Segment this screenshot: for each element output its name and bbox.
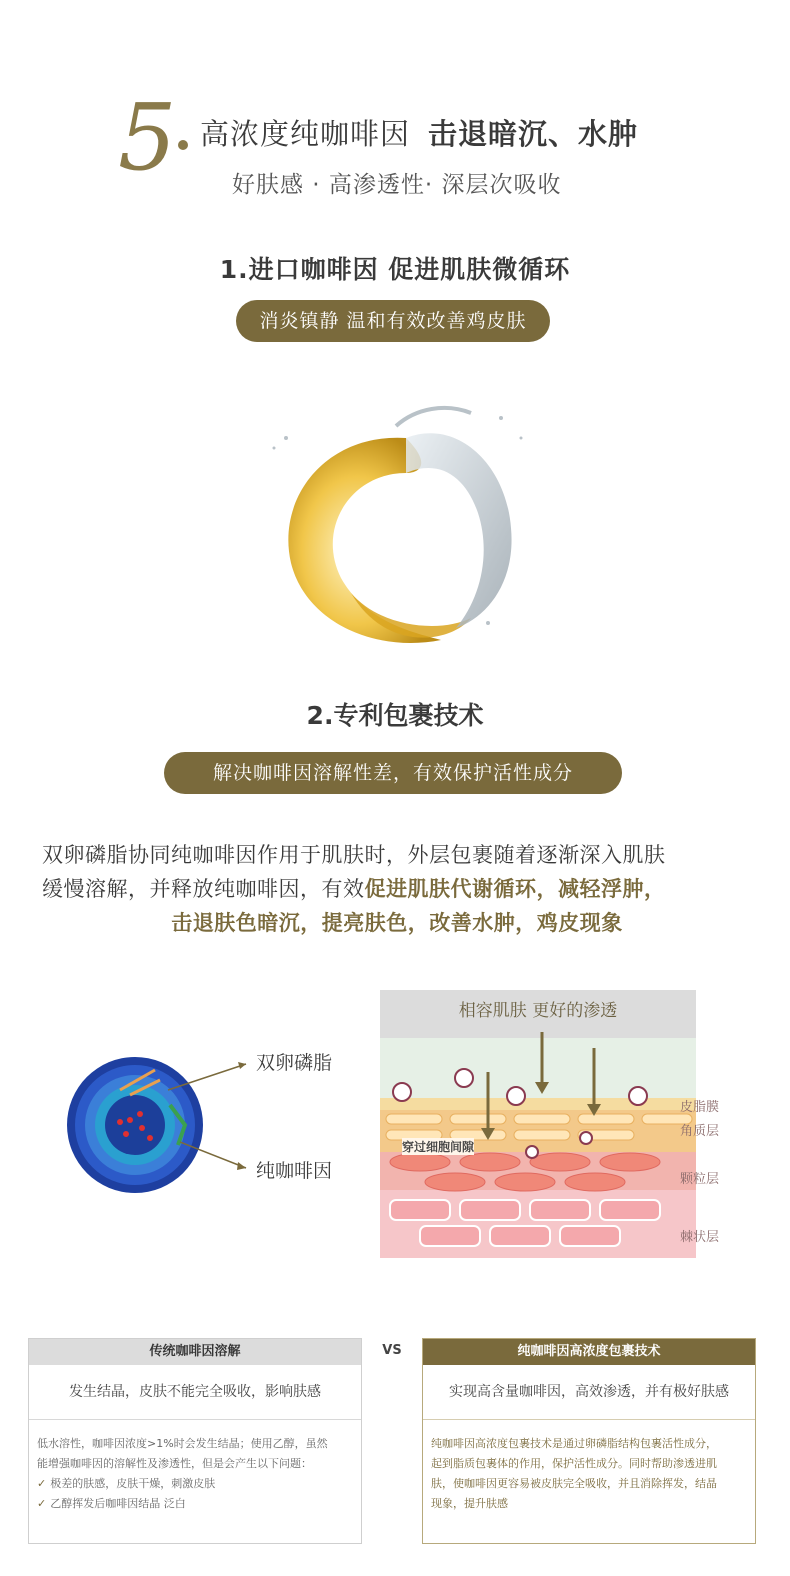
section-number: 5 [118,84,177,191]
encapsulated-body-line2: 起到脂质包裹体的作用，保护活性成分。同时帮助渗透进肌 [431,1457,717,1470]
skin-through-label: 穿过细胞间隙 [402,1140,475,1154]
layer-label-sebum: 皮脂膜 [680,1100,720,1115]
encapsulated-body [423,1420,755,1514]
section2-pill: 解决咖啡因溶解性差，有效保护活性成分 [164,752,622,794]
label-caffeine: 纯咖啡因 [256,1160,333,1182]
traditional-header: 传统咖啡因溶解 [29,1339,361,1365]
traditional-body-line1: 低水溶性，咖啡因浓度>1%时会发生结晶；使用乙醇，虽然 [37,1437,328,1450]
section1-title: 1.进口咖啡因 促进肌肤微循环 [219,255,571,284]
title-regular: 高浓度纯咖啡因 [200,117,411,151]
description-paragraph [42,838,752,940]
check-icon: ✓ [37,1477,47,1490]
encapsulated-body-line4: 现象，提升肤感 [431,1497,508,1510]
layer-label-granular: 颗粒层 [680,1172,720,1187]
section1-pill: 消炎镇静 温和有效改善鸡皮肤 [236,300,550,342]
page-subtitle: 好肤感 · 高渗透性· 深层次吸收 [232,172,562,198]
para-line1: 双卵磷脂协同纯咖啡因作用于肌肤时，外层包裹随着逐渐深入肌肤 [42,843,666,867]
para-line2: 缓慢溶解，并释放纯咖啡因，有效 [42,877,365,901]
skin-banner: 相容肌肤 更好的渗透 [458,1001,618,1021]
liposome-image [60,1050,210,1200]
traditional-body [29,1420,361,1514]
para-highlight2: 击退肤色暗沉，提亮肤色，改善水肿，鸡皮现象 [171,911,623,935]
vs-label: VS [382,1343,402,1358]
golden-ring-image [256,378,540,668]
encapsulated-body-line3: 肤，使咖啡因更容易被皮肤完全吸收，并且消除挥发，结晶 [431,1477,717,1490]
comparison-traditional [28,1338,362,1544]
traditional-item-1: ✓ 极差的肤感，皮肤干燥，刺激皮肤 [37,1477,216,1490]
layer-label-stratum: 角质层 [680,1124,720,1139]
page-title [200,112,638,153]
title-bold: 击退暗沉、水肿 [428,117,639,151]
traditional-body-line2: 能增强咖啡因的溶解性及渗透性，但是会产生以下问题： [37,1457,312,1470]
skin-layer-diagram [380,990,696,1258]
encapsulated-body-line1: 纯咖啡因高浓度包裹技术是通过卵磷脂结构包裹活性成分， [431,1437,717,1450]
layer-label-spinous: 棘状层 [680,1230,720,1245]
traditional-summary: 发生结晶，皮肤不能完全吸收，影响肤感 [29,1365,361,1420]
encapsulated-summary: 实现高含量咖啡因，高效渗透，并有极好肤感 [423,1365,755,1420]
encapsulated-header: 纯咖啡因高浓度包裹技术 [423,1339,755,1365]
label-lecithin: 双卵磷脂 [256,1052,333,1074]
section2-title: 2.专利包裹技术 [306,701,484,730]
comparison-encapsulated [422,1338,756,1544]
para-highlight1: 促进肌肤代谢循环，减轻浮肿， [364,877,666,901]
check-icon: ✓ [37,1497,47,1510]
traditional-item-2: ✓ 乙醇挥发后咖啡因结晶 泛白 [37,1497,186,1510]
number-dot [178,140,188,150]
